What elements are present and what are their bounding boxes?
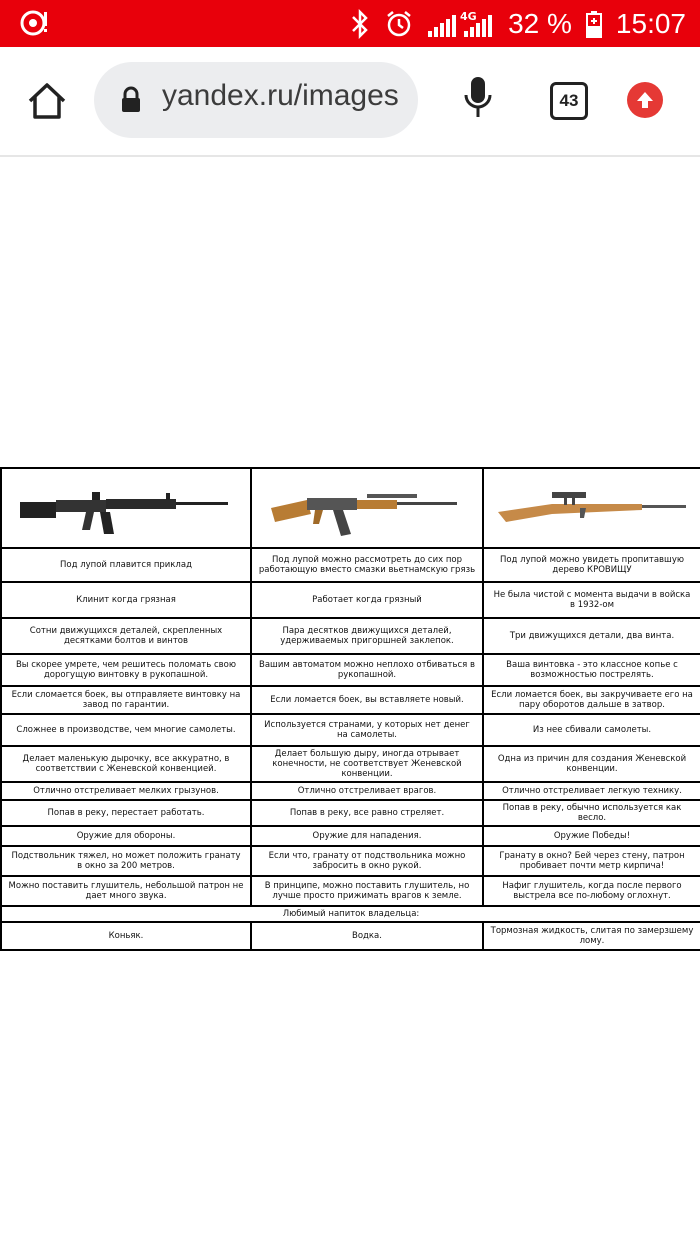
- ak47-rifle-image: [267, 478, 467, 538]
- tab-switcher-icon[interactable]: 43: [550, 82, 588, 120]
- bluetooth-icon: [350, 9, 370, 39]
- table-row: [1, 686, 700, 714]
- drink-header: Любимый напиток владельца:: [1, 906, 700, 922]
- table-cell: Одна из причин для создания Женевской конвенции.: [483, 746, 700, 782]
- table-cell: Подствольник тяжел, но может положить гранату в окно за 200 метров.: [1, 846, 251, 876]
- clock: 15:07: [615, 7, 686, 39]
- table-cell: Используется странами, у которых нет денег на самолеты.: [251, 714, 483, 746]
- url-text[interactable]: yandex.ru/images: [162, 79, 399, 112]
- mosin-sniper-rifle-image: [492, 478, 692, 538]
- table-cell: Делает маленькую дырочку, все аккуратно, в соответствии с Женевской конвенцией.: [1, 746, 251, 782]
- table-cell: Гранату в окно? Бей через стену, патрон пробивает почти метр кирпича!: [483, 846, 700, 876]
- table-row: [1, 714, 700, 746]
- drink-cell: Коньяк.: [1, 922, 251, 950]
- table-row: [1, 582, 700, 618]
- browser-toolbar: [0, 47, 700, 157]
- drink-cell: Водка.: [251, 922, 483, 950]
- comparison-image[interactable]: [0, 467, 700, 946]
- table-cell: Делает большую дыру, иногда отрывает конечности, не соответствует Женевской конвенции.: [251, 746, 483, 782]
- signal-icon: [428, 9, 494, 39]
- table-row: [1, 876, 700, 906]
- table-cell: Попав в реку, все равно стреляет.: [251, 800, 483, 826]
- table-cell: Если сломается боек, вы отправляете винтовку на завод по гарантии.: [1, 686, 251, 714]
- table-row: [1, 746, 700, 782]
- gun-cell: [483, 468, 700, 548]
- table-row: [1, 800, 700, 826]
- comparison-table: [0, 467, 700, 951]
- table-cell: Три движущихся детали, два винта.: [483, 618, 700, 654]
- table-cell: Если что, гранату от подствольника можно забросить в окно рукой.: [251, 846, 483, 876]
- notification-icon: [20, 8, 50, 38]
- table-row: [1, 548, 700, 582]
- home-icon[interactable]: [26, 81, 68, 121]
- table-row: [1, 922, 700, 950]
- address-bar[interactable]: [94, 62, 418, 138]
- table-cell: Не была чистой с момента выдачи в войска в 1932-ом: [483, 582, 700, 618]
- gun-cell: [1, 468, 251, 548]
- table-cell: Если ломается боек, вы вставляете новый.: [251, 686, 483, 714]
- table-cell: Сложнее в производстве, чем многие самолеты.: [1, 714, 251, 746]
- table-cell: Вашим автоматом можно неплохо отбиваться в рукопашной.: [251, 654, 483, 686]
- network-label: 4G: [460, 9, 477, 23]
- table-row: [1, 618, 700, 654]
- table-row: [1, 826, 700, 846]
- table-cell: Отлично отстреливает врагов.: [251, 782, 483, 800]
- mic-icon[interactable]: [463, 75, 493, 125]
- table-cell: Клинит когда грязная: [1, 582, 251, 618]
- table-cell: Вы скорее умрете, чем решитесь поломать свою дорогущую винтовку в рукопашной.: [1, 654, 251, 686]
- battery-percent: 32 %: [508, 7, 572, 39]
- lock-icon: [120, 86, 142, 118]
- table-cell: Можно поставить глушитель, небольшой патрон не дает много звука.: [1, 876, 251, 906]
- table-cell: Оружие для обороны.: [1, 826, 251, 846]
- status-bar: [0, 0, 700, 47]
- gun-cell: [251, 468, 483, 548]
- table-cell: Оружие для нападения.: [251, 826, 483, 846]
- table-cell: Ваша винтовка - это классное копье с возможностью пострелять.: [483, 654, 700, 686]
- table-cell: Отлично отстреливает легкую технику.: [483, 782, 700, 800]
- table-row: [1, 906, 700, 922]
- table-cell: Сотни движущихся деталей, скрепленных десятками болтов и винтов: [1, 618, 251, 654]
- table-cell: Попав в реку, обычно используется как весло.: [483, 800, 700, 826]
- table-cell: В принципе, можно поставить глушитель, но лучше просто прижимать врагов к земле.: [251, 876, 483, 906]
- table-cell: Под лупой можно увидеть пропитавшую дерево КРОВИЩУ: [483, 548, 700, 582]
- table-cell: Нафиг глушитель, когда после первого выстрела все по-любому оглохнут.: [483, 876, 700, 906]
- battery-icon: [586, 9, 602, 39]
- table-cell: Оружие Победы!: [483, 826, 700, 846]
- update-icon[interactable]: [627, 82, 663, 118]
- table-row: [1, 846, 700, 876]
- drink-cell: Тормозная жидкость, слитая по замерзшему лому.: [483, 922, 700, 950]
- alarm-icon: [384, 9, 414, 39]
- table-cell: Из нее сбивали самолеты.: [483, 714, 700, 746]
- table-cell: Под лупой плавится приклад: [1, 548, 251, 582]
- table-row: [1, 654, 700, 686]
- table-cell: Работает когда грязный: [251, 582, 483, 618]
- m16-rifle-image: [16, 478, 236, 538]
- table-cell: Если ломается боек, вы закручиваете его на пару оборотов дальше в затвор.: [483, 686, 700, 714]
- table-cell: Отлично отстреливает мелких грызунов.: [1, 782, 251, 800]
- table-row: [1, 782, 700, 800]
- table-cell: Пара десятков движущихся деталей, удерживаемых пригоршней заклепок.: [251, 618, 483, 654]
- table-cell: Попав в реку, перестает работать.: [1, 800, 251, 826]
- table-cell: Под лупой можно рассмотреть до сих пор работающую вместо смазки вьетнамскую грязь: [251, 548, 483, 582]
